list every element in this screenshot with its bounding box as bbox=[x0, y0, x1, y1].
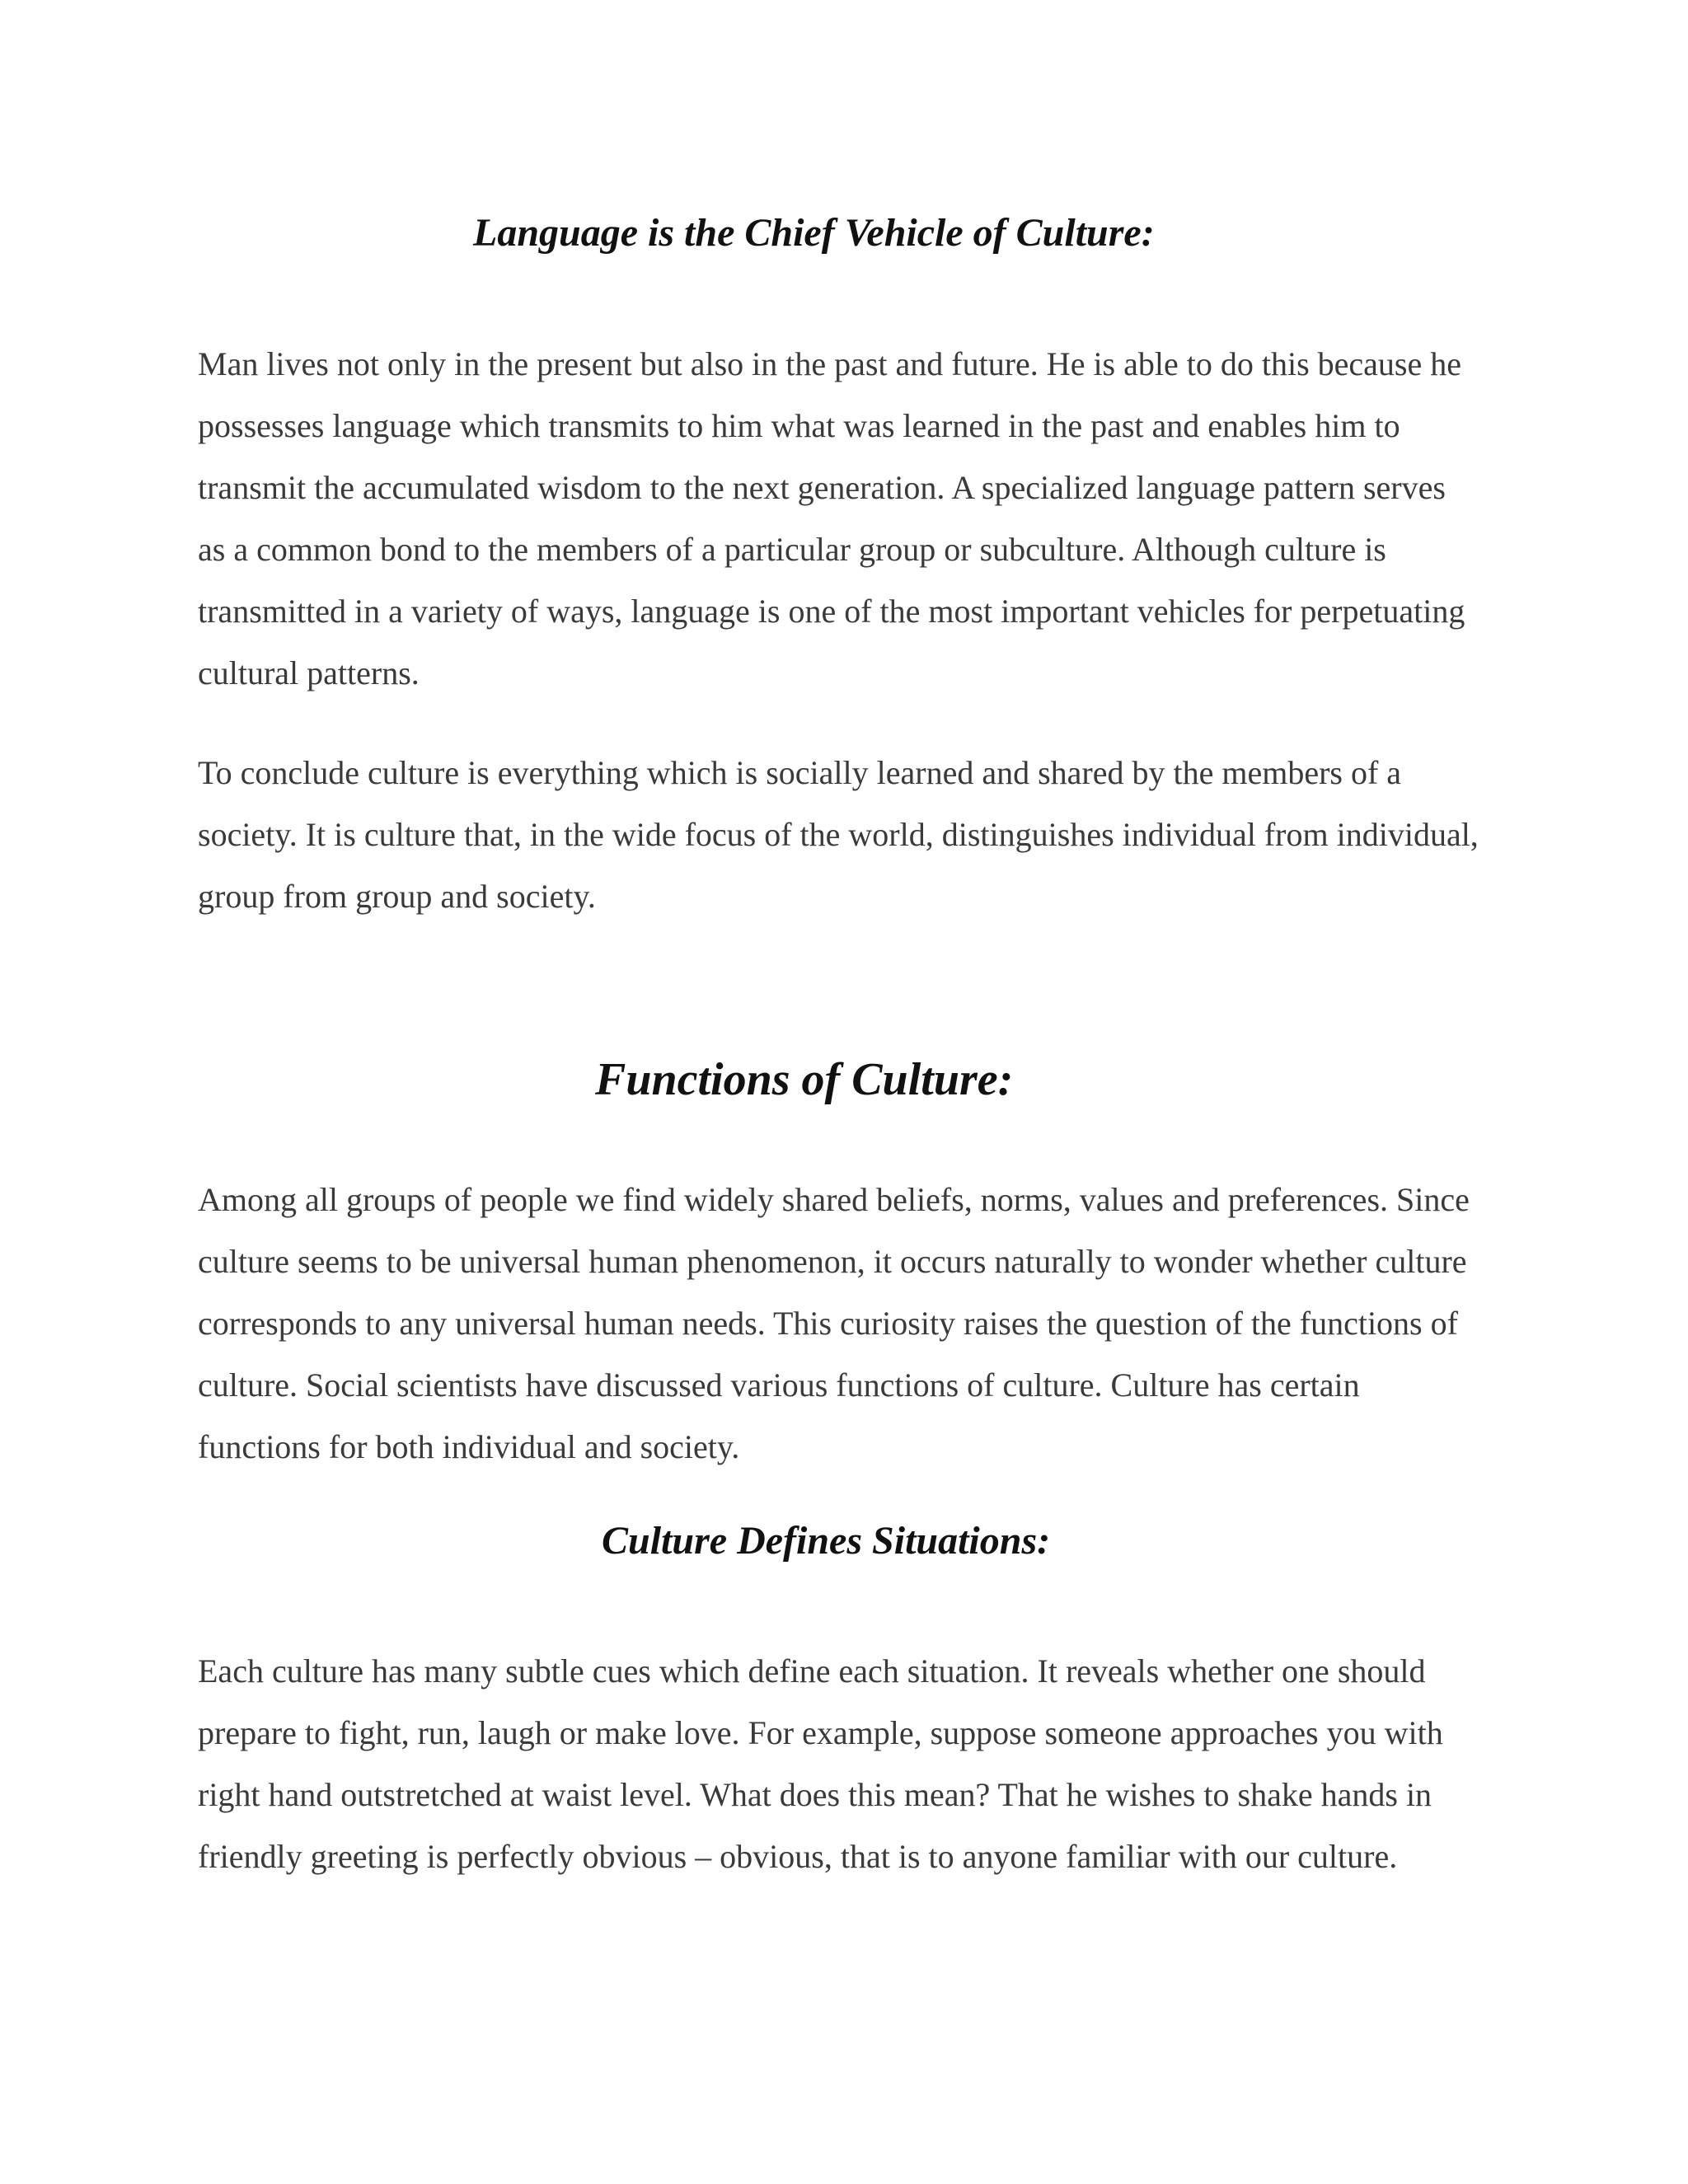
text-line: possesses language which transmits to him what was learned in the past and enables him to bbox=[198, 407, 1400, 444]
paragraph-defines-situations bbox=[198, 1640, 1566, 1887]
text-line: cultural patterns. bbox=[198, 654, 420, 691]
text-line: prepare to fight, run, laugh or make love. For example, suppose someone approaches you with bbox=[198, 1714, 1443, 1751]
text-line: society. It is culture that, in the wide focus of the world, distinguishes individual from individual, bbox=[198, 816, 1479, 853]
text-line: functions for both individual and society. bbox=[198, 1428, 740, 1465]
paragraph-language-2 bbox=[198, 742, 1566, 927]
paragraph-language-1 bbox=[198, 333, 1566, 704]
text-line: transmitted in a variety of ways, language is one of the most important vehicles for perpetuating bbox=[198, 593, 1465, 630]
text-line: Man lives not only in the present but also in the past and future. He is able to do this because he bbox=[198, 345, 1461, 382]
text-line: To conclude culture is everything which is socially learned and shared by the members of a bbox=[198, 754, 1402, 791]
text-line: transmit the accumulated wisdom to the next generation. A specialized language pattern serves bbox=[198, 469, 1446, 506]
text-line: group from group and society. bbox=[198, 878, 596, 915]
text-line: as a common bond to the members of a particular group or subculture. Although culture is bbox=[198, 531, 1386, 568]
text-line: Among all groups of people we find widely shared beliefs, norms, values and preferences. Since bbox=[198, 1181, 1470, 1218]
text-line: right hand outstretched at waist level. What does this mean? That he wishes to shake hands in bbox=[198, 1776, 1432, 1813]
heading-functions-of-culture: Functions of Culture: bbox=[595, 1054, 1014, 1105]
text-line: friendly greeting is perfectly obvious – obvious, that is to anyone familiar with our culture. bbox=[198, 1838, 1398, 1875]
text-line: culture. Social scientists have discussed various functions of culture. Culture has certain bbox=[198, 1366, 1360, 1404]
text-line: culture seems to be universal human phenomenon, it occurs naturally to wonder whether culture bbox=[198, 1243, 1467, 1280]
heading-language-vehicle: Language is the Chief Vehicle of Culture: bbox=[473, 211, 1155, 255]
paragraph-functions bbox=[198, 1169, 1566, 1478]
heading-culture-defines-situations: Culture Defines Situations: bbox=[602, 1519, 1051, 1563]
text-line: Each culture has many subtle cues which define each situation. It reveals whether one should bbox=[198, 1652, 1426, 1690]
text-line: corresponds to any universal human needs. This curiosity raises the question of the functions of bbox=[198, 1305, 1458, 1342]
